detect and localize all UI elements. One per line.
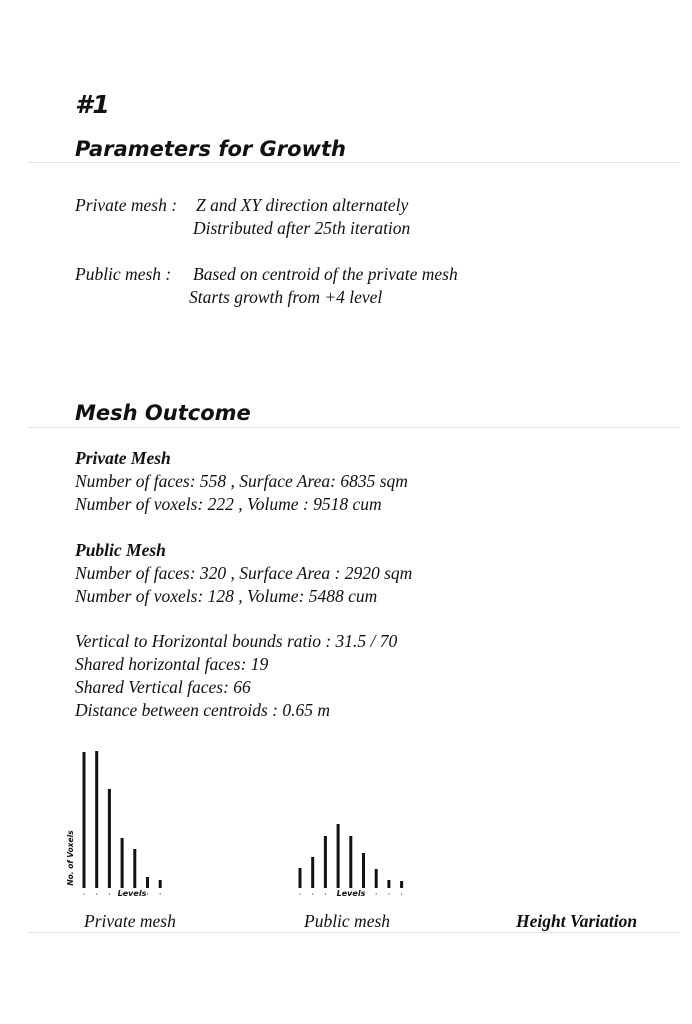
divider bbox=[28, 427, 680, 428]
public-mesh-heading: Public Mesh bbox=[75, 540, 166, 560]
section-title-outcome: Mesh Outcome bbox=[75, 401, 251, 425]
section-title-growth: Parameters for Growth bbox=[75, 137, 346, 161]
public-chart-xlabel: Levels bbox=[336, 889, 366, 898]
public-mesh-centroid: Based on centroid of the private mesh bbox=[193, 264, 458, 284]
public-mesh-start: Starts growth from +4 level bbox=[189, 287, 383, 307]
private-mesh-heading: Private Mesh bbox=[75, 448, 171, 468]
private-mesh-distribution: Distributed after 25th iteration bbox=[193, 218, 411, 238]
public-mesh-chart bbox=[300, 824, 402, 895]
voxel-distribution-charts bbox=[0, 730, 692, 900]
private-voxels-volume: Number of voxels: 222 , Volume : 9518 cum bbox=[75, 494, 382, 514]
height-variation-label: Height Variation bbox=[516, 911, 638, 931]
centroid-distance: Distance between centroids : 0.65 m bbox=[75, 700, 330, 720]
shared-vertical-faces: Shared Vertical faces: 66 bbox=[75, 677, 251, 697]
divider bbox=[28, 932, 680, 933]
public-chart-caption: Public mesh bbox=[304, 911, 391, 931]
shared-horizontal-faces: Shared horizontal faces: 19 bbox=[75, 654, 269, 674]
private-mesh-chart bbox=[84, 751, 160, 895]
divider bbox=[28, 162, 680, 163]
private-chart-caption: Private mesh bbox=[84, 911, 176, 931]
private-chart-ylabel: No. of Voxels bbox=[66, 830, 75, 886]
public-mesh-label: Public mesh : bbox=[75, 264, 172, 284]
private-faces-area: Number of faces: 558 , Surface Area: 6835 sqm bbox=[75, 471, 408, 491]
private-chart-xlabel: Levels bbox=[117, 889, 147, 898]
private-mesh-label: Private mesh : bbox=[75, 195, 178, 215]
page-number: #1 bbox=[75, 90, 110, 119]
public-voxels-volume: Number of voxels: 128 , Volume: 5488 cum bbox=[75, 586, 378, 606]
private-mesh-direction: Z and XY direction alternately bbox=[196, 195, 409, 215]
bounds-ratio: Vertical to Horizontal bounds ratio : 31.5 / 70 bbox=[75, 631, 398, 651]
public-faces-area: Number of faces: 320 , Surface Area : 2920 sqm bbox=[75, 563, 413, 583]
